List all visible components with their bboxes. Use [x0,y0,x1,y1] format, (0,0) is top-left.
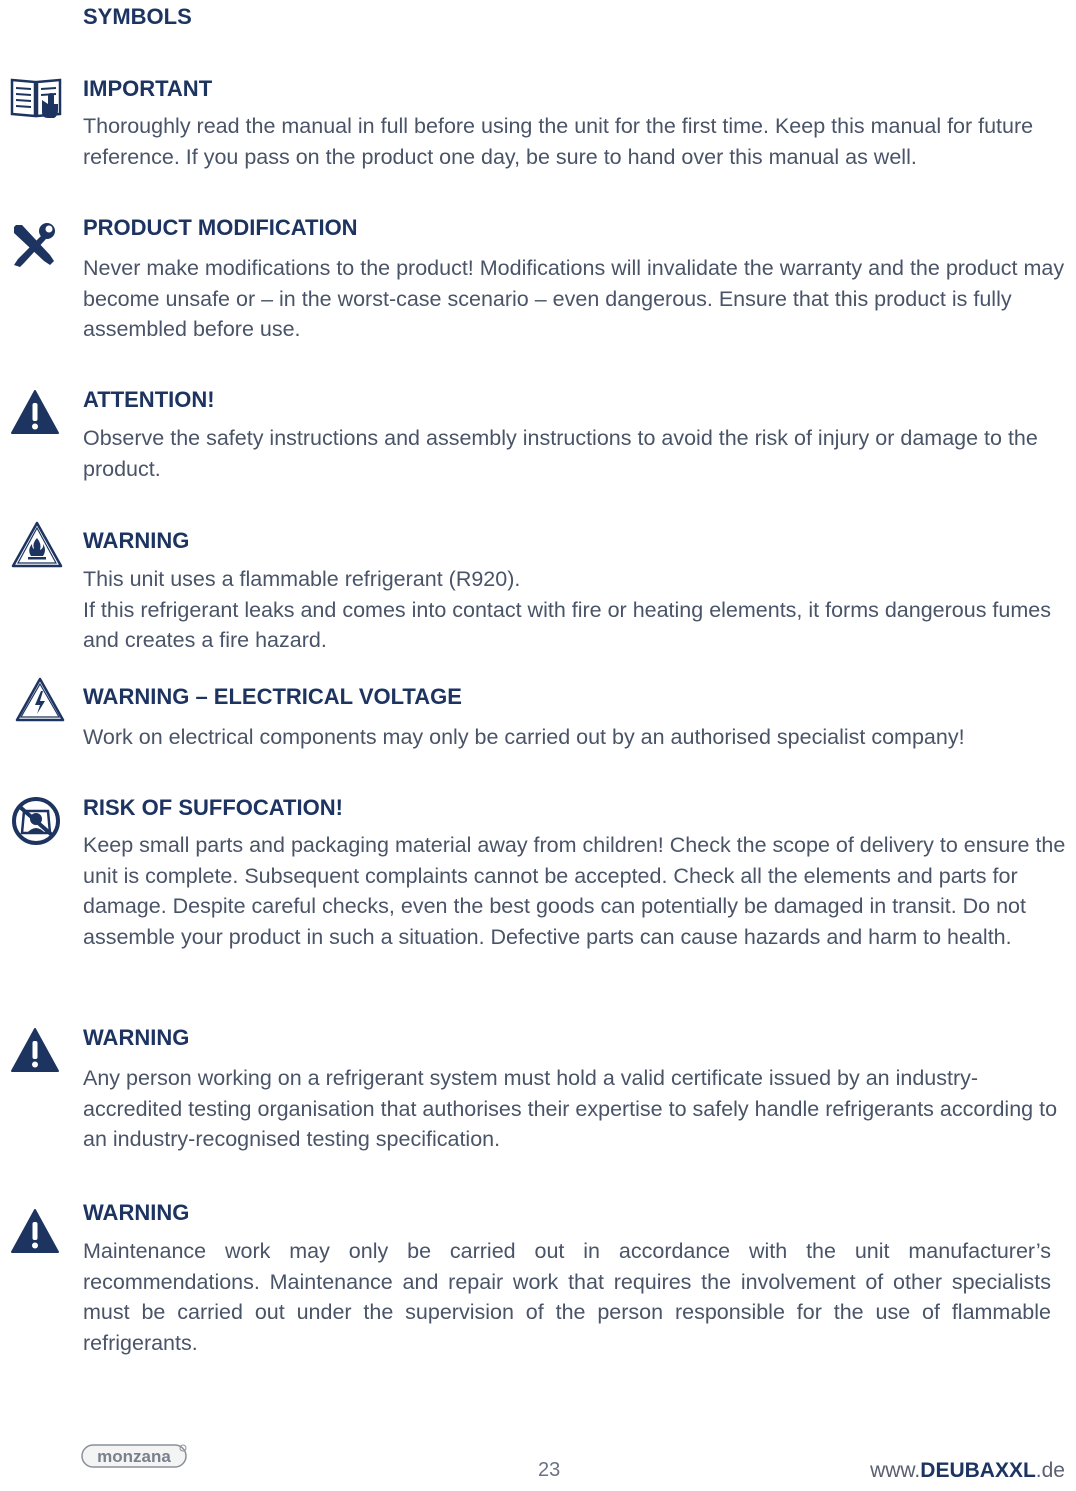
body-paragraph: Maintenance work may only be carried out in accordance with the unit manufacturer’s recommendations. Maintenance and repair work that requires the involvement of other specialists must be carried out under the supervision of the person responsible for the use of flammable refrigerants. [83,1239,1051,1355]
body-paragraph: Never make modifications to the product! Modifications will invalidate the warranty and the product may become unsafe or – in the worst-case scenario – even dangerous. Ensure that this product is fully assembled before use. [83,256,1065,341]
page-number: 23 [538,1459,561,1481]
section-body [83,111,1071,172]
section-body [83,830,1071,952]
body-paragraph: Observe the safety instructions and assembly instructions to avoid the risk of injury or damage to the product. [83,426,1038,481]
section-body [83,564,1071,656]
section-body [83,722,1071,753]
website-brand: DEUBAXXL [920,1459,1036,1482]
section-body [83,423,1071,484]
website-suffix: .de [1035,1459,1065,1482]
section-heading: WARNING [83,528,190,553]
manual-reading-icon [10,76,62,120]
electrical-voltage-icon [14,676,66,724]
flammable-warning-icon [10,520,64,570]
section-heading: WARNING – ELECTRICAL VOLTAGE [83,684,462,709]
suffocation-icon [10,797,62,845]
section-body [83,1236,1051,1358]
section-heading: WARNING [83,1200,190,1225]
body-paragraph: Any person working on a refrigerant system must hold a valid certificate issued by an industry-accredited testing organisation that authorises their expertise to safely handle refrigerants according to an industry-recognised testing specification. [83,1066,1058,1151]
brand-logo [80,1442,190,1477]
body-paragraph: Thoroughly read the manual in full before using the unit for the first time. Keep this manual for future reference. If you pass on the product one day, be sure to hand over this manual as well. [83,114,1034,169]
warning-triangle-icon [10,1027,60,1073]
section-body [83,253,1071,345]
body-paragraph: Work on electrical components may only be carried out by an authorised specialist company! [83,725,965,749]
brand-logo-text: monzana [97,1447,171,1466]
body-paragraph: Keep small parts and packaging material away from children! Check the scope of delivery to ensure the unit is complete. Subsequent complaints cannot be accepted. Check all the elements and parts for damage. Despite careful checks, even the best goods can potentially be damaged in transit. Do not assemble your product in such a situation. Defective parts can cause hazards and harm to health. [83,833,1066,949]
warning-triangle-icon [10,1208,60,1254]
website-link[interactable] [870,1459,1065,1483]
section-heading: ATTENTION! [83,387,215,412]
section-heading: WARNING [83,1025,190,1050]
section-heading: RISK OF SUFFOCATION! [83,795,343,820]
body-paragraph: This unit uses a flammable refrigerant (R920). [83,567,521,591]
warning-triangle-icon [10,389,60,435]
section-body [83,1063,1071,1155]
page-title: SYMBOLS [83,4,192,29]
tools-icon [10,221,58,269]
website-prefix: www. [870,1459,921,1482]
section-heading: PRODUCT MODIFICATION [83,215,358,240]
section-heading: IMPORTANT [83,76,213,101]
body-paragraph: If this refrigerant leaks and comes into contact with fire or heating elements, it forms dangerous fumes and creates a fire hazard. [83,597,1051,652]
